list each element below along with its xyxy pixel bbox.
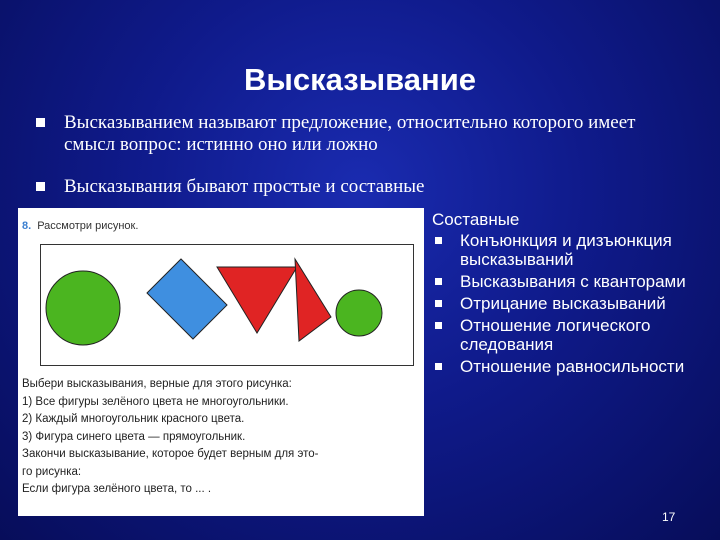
bullet-text: Высказывания бывают простые и составные <box>64 176 425 197</box>
textbook-figure-panel <box>18 208 424 516</box>
bullet-square-icon <box>36 118 45 127</box>
bullet-square-icon <box>435 322 442 329</box>
bullet-square-icon <box>36 182 45 191</box>
task-line: Выбери высказывания, верные для этого рисунка: <box>22 378 292 390</box>
bullet-definition <box>36 112 676 156</box>
bullet-types <box>36 176 676 198</box>
side-item-text: Конъюнкция и дизъюнкция высказываний <box>460 231 672 269</box>
side-item-text: Высказывания с кванторами <box>460 272 686 291</box>
side-heading: Составные <box>432 210 520 229</box>
green-circle-right <box>336 290 382 336</box>
slide-title: Высказывание <box>243 62 477 97</box>
page-number: 17 <box>662 510 676 524</box>
task-line: 2) Каждый многоугольник красного цвета. <box>22 413 245 425</box>
side-item <box>432 272 702 291</box>
task-line: Если фигура зелёного цвета, то ... . <box>22 483 212 495</box>
task-heading <box>22 220 138 232</box>
shapes-drawing <box>41 245 413 365</box>
red-right-triangle <box>295 259 331 341</box>
task-line: 1) Все фигуры зелёного цвета не многоугольники. <box>22 395 289 408</box>
bullet-square-icon <box>435 237 442 244</box>
task-line: 3) Фигура синего цвета — прямоугольник. <box>22 430 246 443</box>
task-heading-text: Рассмотри рисунок. <box>37 220 139 232</box>
bullet-text: Высказыванием называют предложение, относительно которого имеет смысл вопрос: истинно оно или ложно <box>64 112 636 155</box>
blue-rectangle <box>147 259 227 339</box>
side-item <box>432 294 702 313</box>
side-item-text: Отношение логического следования <box>460 316 651 354</box>
green-circle-left <box>46 271 120 345</box>
task-number: 8. <box>22 220 32 232</box>
shapes-figure <box>40 244 414 366</box>
task-text <box>22 376 318 499</box>
task-line: Закончи высказывание, которое будет верным для это- <box>22 448 319 460</box>
red-triangle <box>217 267 297 333</box>
side-item-text: Отрицание высказываний <box>460 294 666 313</box>
side-item-text: Отношение равносильности <box>460 357 685 376</box>
compound-statements-list <box>432 210 702 379</box>
side-item <box>432 231 702 269</box>
side-item <box>432 357 702 376</box>
bullet-square-icon <box>435 278 442 285</box>
task-line: го рисунка: <box>22 465 82 478</box>
side-item <box>432 316 702 354</box>
bullet-square-icon <box>435 300 442 307</box>
bullet-square-icon <box>435 363 442 370</box>
